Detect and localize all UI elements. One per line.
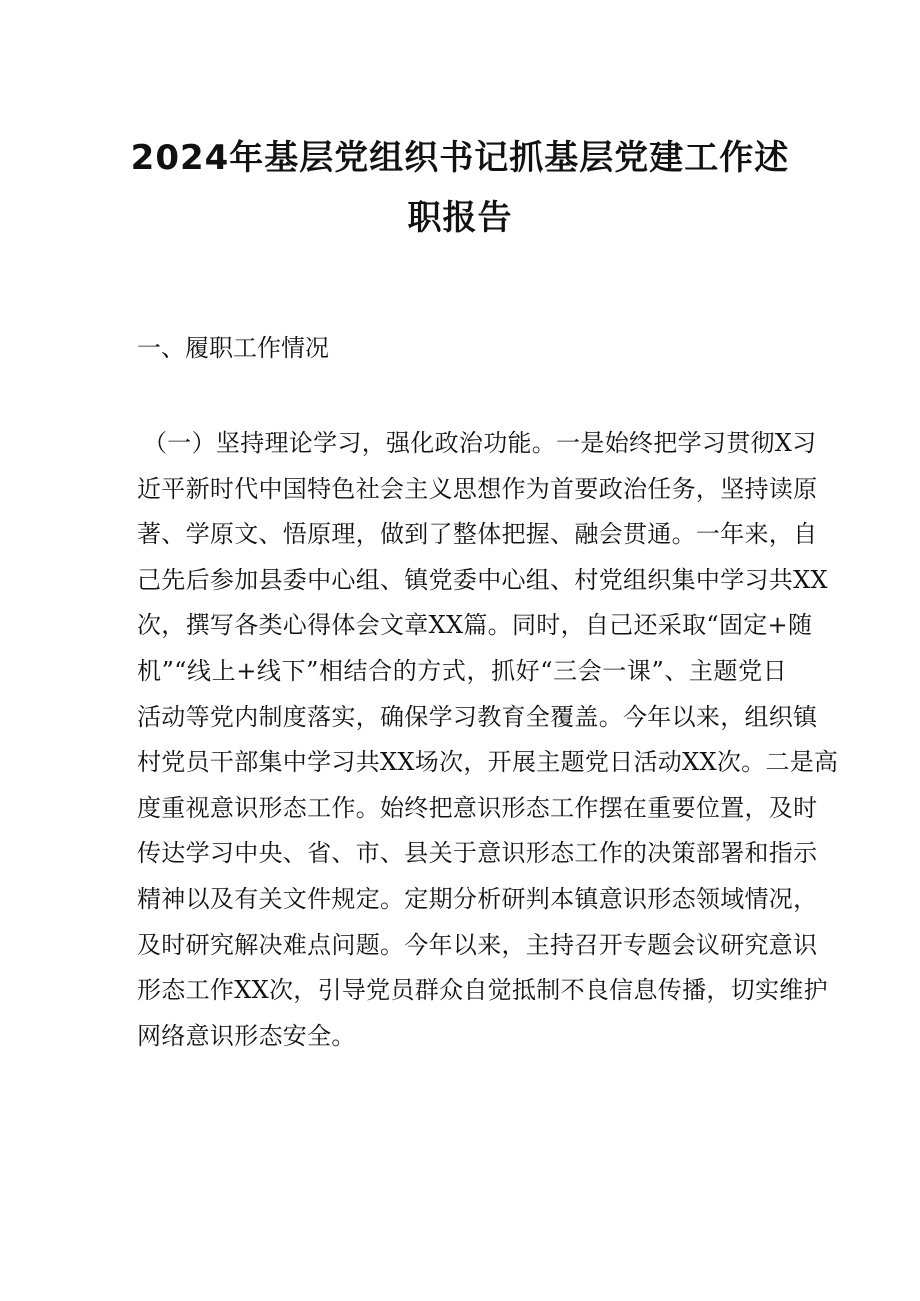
paragraph-line: 及时研究解决难点问题。今年以来，主持召开专题会议研究意识 (137, 930, 818, 959)
paragraph-line: 己先后参加县委中心组、镇党委中心组、村党组织集中学习共XX (137, 565, 828, 594)
paragraph-line: 传达学习中央、省、市、县关于意识形态工作的决策部署和指示 (137, 839, 818, 868)
paragraph-line: 活动等党内制度落实，确保学习教育全覆盖。今年以来，组织镇 (137, 702, 818, 731)
paragraph-line: 形态工作XX次，引导党员群众自觉抵制不良信息传播，切实维护 (137, 976, 828, 1005)
paragraph-line: （一）坚持理论学习，强化政治功能。一是始终把学习贯彻X习 (143, 429, 817, 457)
paragraph-line: 著、学原文、悟原理，做到了整体把握、融会贯通。一年来，自 (137, 520, 818, 549)
paragraph-line: 近平新时代中国特色社会主义思想作为首要政治任务，坚持读原 (137, 474, 818, 503)
paragraph-line: 网络意识形态安全。 (137, 1021, 356, 1050)
title-line-2: 职报告 (407, 198, 513, 238)
paragraph-line: 村党员干部集中学习共XX场次，开展主题党日活动XX次。二是高 (137, 748, 839, 777)
body-paragraph (137, 421, 839, 1059)
paragraph-line: 度重视意识形态工作。始终把意识形态工作摆在重要位置，及时 (137, 793, 818, 822)
paragraph-line: 机”“线上+线下”相结合的方式，抓好“三会一课”、主题党日 (137, 656, 787, 685)
paragraph-line: 精神以及有关文件规定。定期分析研判本镇意识形态领域情况， (137, 884, 818, 913)
title-line-1: 2024年基层党组织书记抓基层党建工作述 (130, 138, 790, 178)
paragraph-line: 次，撰写各类心得体会文章XX篇。同时，自己还采取“固定+随 (137, 611, 813, 640)
document-title (120, 128, 800, 248)
section-heading: 一、履职工作情况 (137, 334, 329, 362)
